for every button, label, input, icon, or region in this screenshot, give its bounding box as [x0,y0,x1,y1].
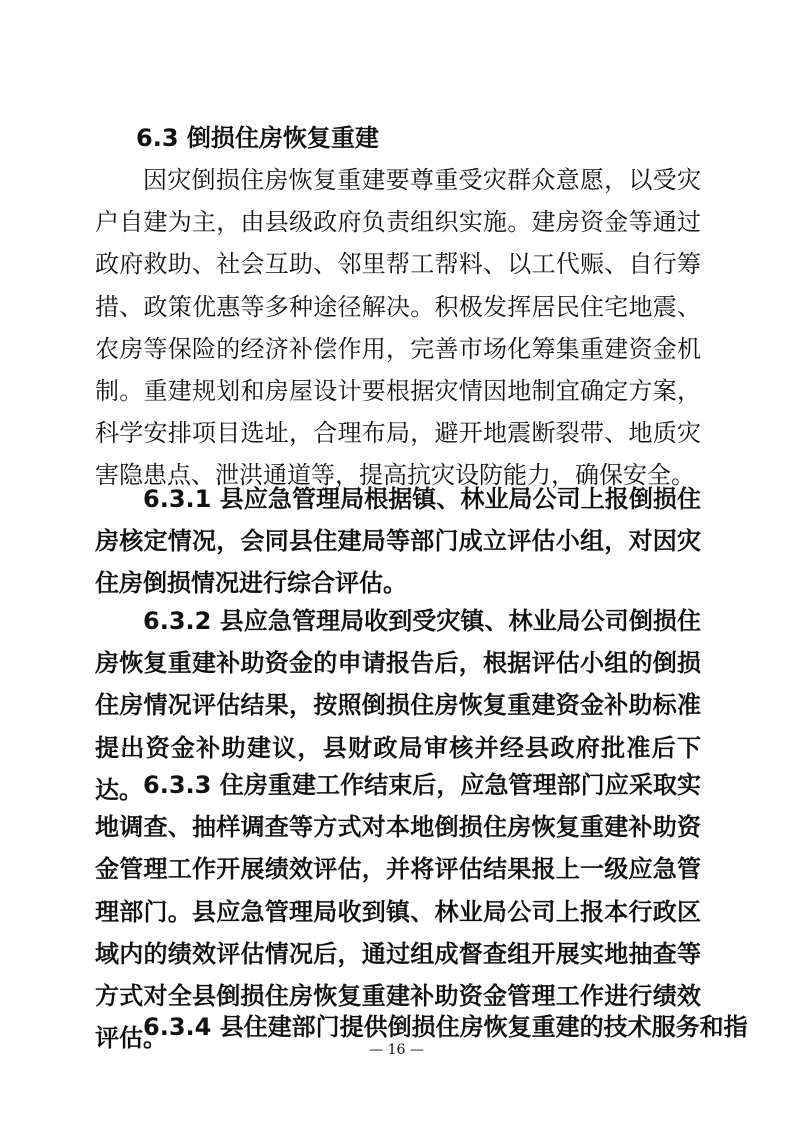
paragraph-6-3-2: 6.3.2 县应急管理局收到受灾镇、林业局公司倒损住房恢复重建补助资金的申请报告后，根据评估小组的倒损住房情况评估结果，按照倒损住房恢复重建资金补助标准提出资金补助建议，县财政局审核并经县政府批准后下达。 [95,607,701,804]
paragraph-6-3-3: 6.3.3 住房重建工作结束后，应急管理部门应采取实地调查、抽样调查等方式对本地倒损住房恢复重建补助资金管理工作开展绩效评估，并将评估结果报上一级应急管理部门。县应急管理局收到镇、林业局公司上报本行政区域内的绩效评估情况后，通过组成督查组开展实地抽查等方式对全县倒损住房恢复重建补助资金管理工作进行绩效评估。 [95,771,701,1053]
paragraph-6-3-4: 6.3.4 县住建部门提供倒损住房恢复重建的技术服务和指 [143,1013,748,1041]
section-heading: 6.3 倒损住房恢复重建 [136,124,379,152]
paragraph-6-3-1: 6.3.1 县应急管理局根据镇、林业局公司上报倒损住房核定情况，会同县住建局等部门成立评估小组，对因灾住房倒损情况进行综合评估。 [95,485,701,598]
paragraph-intro: 因灾倒损住房恢复重建要尊重受灾群众意愿，以受灾户自建为主，由县级政府负责组织实施。建房资金等通过政府救助、社会互助、邻里帮工帮料、以工代赈、自行筹措、政策优惠等多种途径解决。积极发挥居民住宅地震、农房等保险的经济补偿作用，完善市场化筹集重建资金机制。重建规划和房屋设计要根据灾情因地制宜确定方案，科学安排项目选址，合理布局，避开地震断裂带、地质灾害隐患点、泄洪通道等，提高抗灾设防能力，确保安全。 [95,166,701,490]
page-number: — 16 — [369,1042,424,1058]
